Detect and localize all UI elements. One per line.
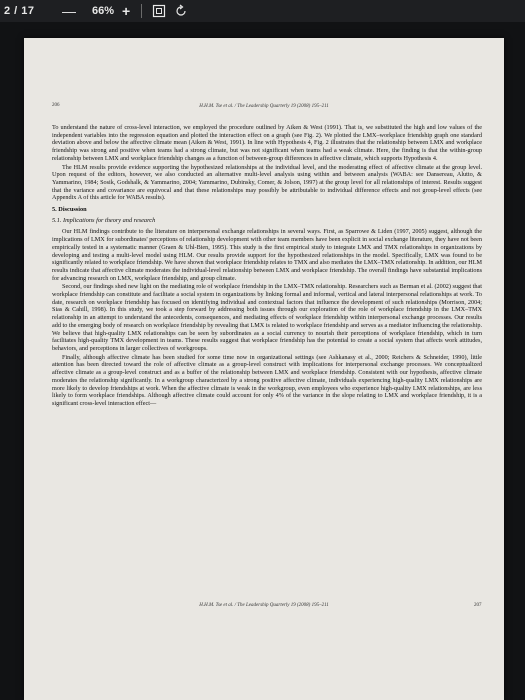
rotate-icon[interactable] — [174, 4, 188, 18]
paragraph: Second, our findings shed new light on the mediating role of workplace friendship in the LMX–TMX relationship. Researchers such as Berman et al. (2002) suggest that workplace friendship can constitute and facilitate a social system in organizations by linking formal and informal, vertical and lateral interpersonal relationships at work. To date, research on workplace friendship has focused on identifying individual and contextual factors that influence the development of such relationships (Morrison, 2004; Sias & Cahill, 1998). In this study, we took a step forward by addressing both issues through our exploration of the role of workplace friendship in the LMX–TMX relationship in an attempt to understand the antecedents, consequences, and mediating effects of workplace friendship within interpersonal exchange processes. Our results add to the emerging body of research on workplace friendship by revealing that LMX is related to workplace friendship and serves as a mediator influencing the relationship. We believe that high-quality LMX relationships can be seen by subordinates as a social currency to nourish their perceptions of workplace friendship, which in turn facilitates high-quality TMX development in teams. These results suggest that workplace friendship has the potential to create a social system that affects work attitudes, behaviors, and perceptions in larger collectives of workgroups. — [52, 283, 482, 352]
page-number-bottom: 207 — [474, 603, 482, 608]
paragraph: To understand the nature of cross-level interaction, we employed the procedure outlined by Aiken & West (1991). That is, we substituted the high and low values of the independent variables into the regression equation and plotted the interaction effect on a graph (see Fig. 2). We plotted the LMX–workplace friendship graph one standard deviation above and below the affective climate mean (Aiken & West, 1991). In line with Hypothesis 4, Fig. 2 illustrates that the relationship between LMX and workplace friendship was strong and positive when teams had a strong climate, but was not significant when teams had a weak climate. Here, the finding is that the within-group relationship between LMX and workplace friendship changes as a function of between-group differences in affective climate, which supports Hypothesis 4. — [52, 124, 482, 162]
pdf-toolbar — [0, 0, 525, 22]
page-number-top: 206 — [52, 103, 60, 108]
subsection-heading: 5.1. Implications for theory and research — [52, 216, 156, 224]
zoom-in-button[interactable]: + — [122, 3, 131, 19]
running-header: H.H.M. Tse et al. / The Leadership Quarterly 19 (2008) 195–211 — [199, 104, 329, 109]
page-body — [52, 124, 482, 409]
pdf-page — [24, 38, 504, 700]
zoom-level[interactable]: 66% — [92, 5, 115, 17]
paragraph: The HLM results provide evidence supporting the hypothesized relationships at the individual level, and the moderating effect of affective climate at the group level. Upon request of the editors, however, we also conducted an alternative multi-level analysis using within and between analysis (WABA: see Dansereau, Alutto, & Yammarino, 1984; Sosik, Godshalk, & Yammarino, 2004; Yammarino, Dubinsky, Comer, & Jolson, 1997) at the group level for all relationships of interest. Results suggest that the variance and covariance are equivocal and that these relationships may possibly be attributable to individual difference effects and not group-level effects (see Appendix A of this article for WABA results). — [52, 163, 482, 202]
fit-page-icon[interactable] — [152, 4, 166, 18]
toolbar-divider — [141, 4, 142, 18]
page-indicator[interactable]: 2 / 17 — [4, 5, 35, 17]
zoom-out-button[interactable]: — — [62, 3, 76, 19]
paragraph: Our HLM findings contribute to the literature on interpersonal exchange relationships in several ways. First, as Sparrowe & Liden (1997, 2005) suggest, although the implications of LMX for subordinates' perceptions of relationship development with other team members have been explicit in social exchange literature, they have not been empirically tested in a systematic manner (Graen & Uhl-Bien, 1995). This study is the first empirical study to integrate LMX and TMX relationships in organizations by developing and testing a multi-level model using HLM. Our results provide support for the hypothesized relationships in the model. Specifically, LMX was found to be significantly related to workplace friendship. We have shown that workplace friendship relates to TMX and also mediates the LMX–TMX relationship. In addition, our HLM results indicate that affective climate moderates the individual-level relationship between LMX and workplace friendship. The overall findings have substantial implications for advancing research on LMX, workplace friendship, and group climate. — [52, 228, 482, 282]
section-heading: 5. Discussion — [52, 206, 87, 214]
running-footer: H.H.M. Tse et al. / The Leadership Quarterly 19 (2008) 195–211 — [199, 603, 329, 608]
paragraph: Finally, although affective climate has been studied for some time now in organizational settings (see Ashkanasy et al., 2000; Reichers & Schneider, 1990), little attention has been directed toward the role of affective climate as a group-level construct with implications for interpersonal exchange processes. We conceptualized affective climate as a group-level construct and as a buffer of the relationship between LMX and workplace friendship. Consistent with our hypothesis, affective climate moderates the relationship significantly. In a workgroup characterized by a strong positive affective climate, individuals experiencing high-quality LMX relationships are more likely to develop friendships at work. When the affective climate is weak in the workgroup, even employees who experience high-quality LMX relationships, are less likely to form workplace friendships. Although affective climate could account for only 4% of the variance in the slope relating to LMX and workplace friendship, it is a significant cross-level interaction effect— — [52, 353, 482, 407]
